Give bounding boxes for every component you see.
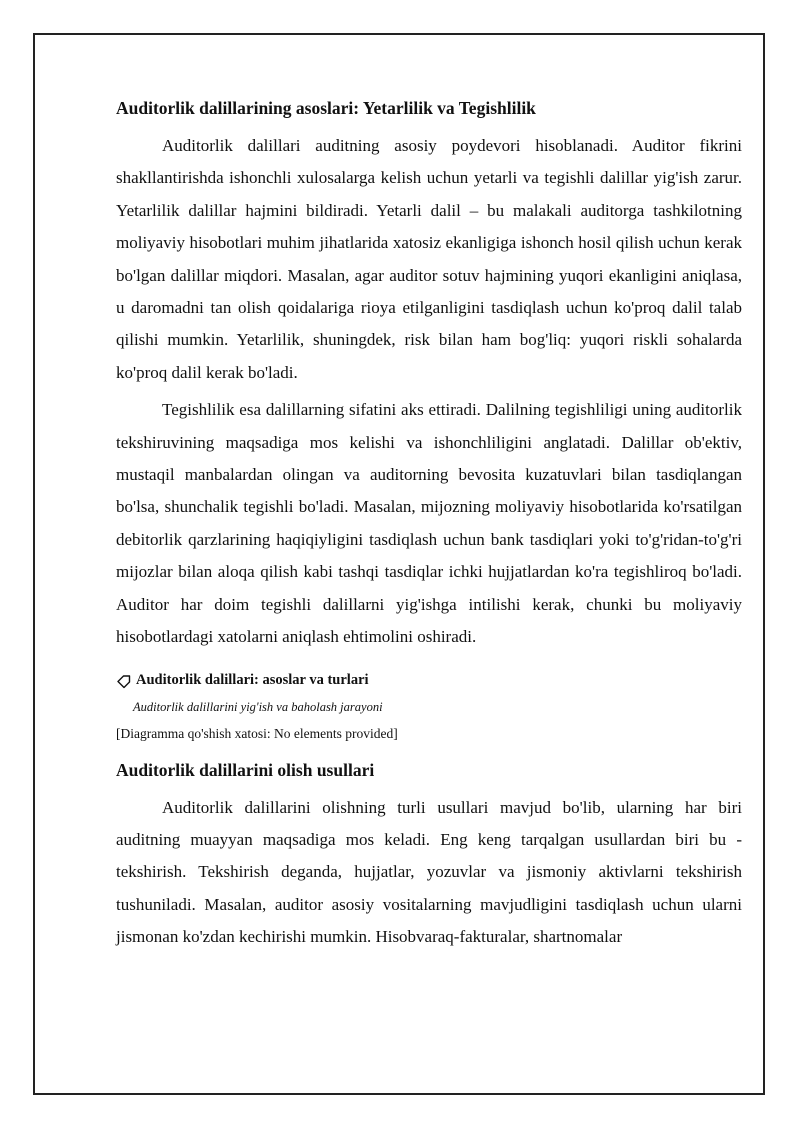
tag-icon (116, 673, 132, 689)
document-content (116, 96, 742, 955)
paragraph-sufficiency: Auditorlik dalillari auditning asosiy poydevori hisoblanadi. Auditor fikrini shakllantirishda ishonchli xulosalarga kelish uchun yetarli va tegishli dalillar yig'ish zarur. Yetarlilik dalillar hajmini bildiradi. Yetarli dalil – bu malakali auditorga tashkilotning moliyaviy hisobotlari muhim jihatlarida xatosiz ekanligiga ishonch hosil qilish uchun kerak bo'lgan dalillar miqdori. Masalan, agar auditor sotuv hajmining yuqori ekanligini aniqlasa, u daromadni tan olish qoidalariga rioya etilganligini tasdiqlash uchun ko'proq dalil talab qilishi mumkin. Yetarlilik, shuningdek, risk bilan ham bog'liq: yuqori riskli sohalarda ko'proq dalil kerak bo'ladi. (116, 136, 742, 382)
section-heading-methods: Auditorlik dalillarini olish usullari (116, 759, 375, 780)
diagram-title-text: Auditorlik dalillari: asoslar va turlari (136, 672, 369, 688)
paragraph-appropriateness: Tegishlilik esa dalillarning sifatini aks ettiradi. Dalilning tegishliligi uning auditorlik tekshiruvining maqsadiga mos kelishi va ishonchliligini anglatadi. Dalillar ob'ektiv, mustaqil manbalardan olingan va auditorning bevosita kuzatuvlari bilan tasdiqlangan bo'lsa, shunchalik tegishli bo'ladi. Masalan, mijozning moliyaviy hisobotlarida ko'rsatilgan debitorlik qarzlarining haqiqiyligini tasdiqlash uchun bank tasdiqlari yoki to'g'ridan-to'g'ri mijozlar bilan aloqa qilish kabi tashqi tasdiqlar ichki hujjatlardan ko'ra tegishliroq bo'ladi. Auditor har doim tegishli dalillarni yig'ishga intilishi kerak, chunki bu moliyaviy hisobotlardagi xatolarni aniqlash ehtimolini oshiradi. (116, 400, 742, 647)
diagram-title (116, 670, 742, 692)
paragraph-methods: Auditorlik dalillarini olishning turli usullari mavjud bo'lib, ularning har biri auditning muayyan maqsadiga mos keladi. Eng keng tarqalgan usullardan biri bu - tekshirish. Tekshirish deganda, hujjatlar, yozuvlar va jismoniy aktivlarni tekshirish tushuniladi. Masalan, auditor asosiy vositalarning mavjudligini tasdiqlash uchun ularni jismonan ko'zdan kechirishi mumkin. Hisobvaraq-fakturalar, shartnomalar (116, 797, 742, 947)
section-heading-basics: Auditorlik dalillarining asoslari: Yetarlilik va Tegishlilik (116, 98, 536, 118)
diagram-subtitle: Auditorlik dalillarini yig'ish va baholash jarayoni (133, 699, 383, 714)
diagram-error-message: [Diagramma qo'shish xatosi: No elements provided] (116, 725, 398, 741)
